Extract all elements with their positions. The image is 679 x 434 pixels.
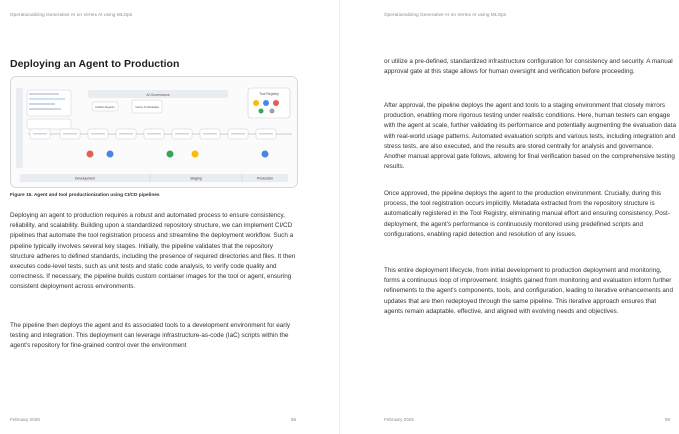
- tool-registry-label: Tool Registry: [259, 92, 279, 96]
- registry-icon-grey: [270, 109, 275, 114]
- repo-line: [29, 103, 55, 105]
- figure-caption: Figure 15. Agent and tool productionization using CI/CD pipelines: [10, 193, 160, 198]
- footer-date: February 2025: [384, 417, 414, 422]
- repo-line: [29, 108, 61, 110]
- pipeline-stage-line: [259, 133, 273, 135]
- production-icon: [262, 151, 269, 158]
- vertex-metadata-label: Vertex AI Metadata: [135, 105, 159, 109]
- cicd-pipeline-figure: [10, 76, 298, 188]
- reviewer-icon: [107, 151, 114, 158]
- env-production-label: Production: [256, 176, 274, 181]
- body-paragraph: Deploying an agent to production requires a robust and automated process to ensure consistency, reliability, and scalability. Building upon a standardized repository structure, we can implement CI/CD pipelines that automate the tool registration process and streamline the deployment workflow. Such a pipeline typically involves several key stages. Initially, the pipeline validates that the repository structure adheres to defined standards, including the presence of required directories and files. It then executes code-level tests, such as unit tests and static code analysis, to verify code quality and correctness. If necessary, the pipeline builds custom container images for the tool or agent, ensuring consistent deployment across environments.: [10, 212, 296, 291]
- right-page: [340, 0, 679, 434]
- registry-icon-blue: [263, 100, 269, 106]
- env-development-label: Development: [75, 176, 95, 181]
- monitor-icon: [192, 151, 199, 158]
- env-staging-label: Staging: [190, 176, 202, 181]
- footer-date: February 2025: [10, 417, 40, 422]
- tester-icon: [87, 151, 94, 158]
- pipeline-stage-line: [119, 133, 133, 135]
- pipeline-stage-line: [203, 133, 217, 135]
- pipeline-stage-line: [33, 133, 47, 135]
- repo-line: [29, 93, 59, 95]
- pipeline-stage-line: [63, 133, 77, 135]
- left-page: [0, 0, 339, 434]
- repo-line: [29, 98, 65, 100]
- repo-box-2: [27, 119, 71, 129]
- pipeline-stages: [30, 129, 276, 139]
- pipeline-stage-line: [175, 133, 189, 135]
- body-paragraph: After approval, the pipeline deploys the agent and tools to a staging environment that closely mirrors production, enabling more rigorous testing under realistic conditions. Here, human testers can engage with the agent at scale, further validating its performance and potentially augmenting the evaluation data with real-world usage patterns. Automated evaluation scripts and various tests, including integration and stress tests, are also executed, and the results are stored centrally for analysis and governance. Another manual approval gate follows, allowing for final verification based on the comprehensive testing results.: [384, 102, 676, 171]
- body-paragraph: Once approved, the pipeline deploys the agent to the production environment. Crucially, during this process, the tool registration occurs implicitly. Metadata extracted from the repository structure is automatically registered in the Tool Registry, eliminating manual effort and ensuring consistency. Post-deployment, the agent's performance is continuously monitored using predefined scripts and configurations, enabling rapid detection and resolution of any issues.: [384, 190, 670, 238]
- pipeline-stage-line: [91, 133, 105, 135]
- body-paragraph: The pipeline then deploys the agent and its associated tools to a development environment for early testing and integration. This deployment can leverage infrastructure-as-code (IaC) scripts within the agent's repository for fine-grained control over the environment: [10, 322, 291, 350]
- pipeline-diagram: [10, 76, 298, 188]
- pipeline-stage-line: [231, 133, 245, 135]
- repository-strip: [16, 88, 23, 168]
- page-number: 59: [665, 417, 671, 422]
- environment-band: [20, 174, 288, 182]
- artifact-registry-label: Artifact Registry: [95, 105, 115, 109]
- body-paragraph: or utilize a pre-defined, standardized infrastructure configuration for consistency and security. A manual approval gate at this stage allows for human oversight and verification before proceeding.: [384, 58, 673, 76]
- page-number: 58: [291, 417, 297, 422]
- running-header: Operationalizing Generative AI on Vertex AI using MLOps: [10, 12, 133, 17]
- body-paragraph: This entire deployment lifecycle, from initial development to production deployment and monitoring, forms a continuous loop of improvement. Insights gained from monitoring and evaluation inform further refinements to the agent's components, tools, and configuration, leading to iterative enhancements and updates that are then redeployed through the same pipeline. This iterative approach ensures that agents remain adaptable, effective, and aligned with evolving needs and objectives.: [384, 267, 673, 315]
- running-header: Operationalizing Generative AI on Vertex AI using MLOps: [384, 12, 507, 17]
- approver-icon: [167, 151, 174, 158]
- section-title: Deploying an Agent to Production: [10, 58, 180, 70]
- registry-icon-green: [259, 109, 264, 114]
- registry-icon-red: [273, 100, 279, 106]
- registry-icon-yellow: [253, 100, 259, 106]
- pipeline-stage-line: [147, 133, 161, 135]
- governance-label: AI Governance: [146, 93, 170, 97]
